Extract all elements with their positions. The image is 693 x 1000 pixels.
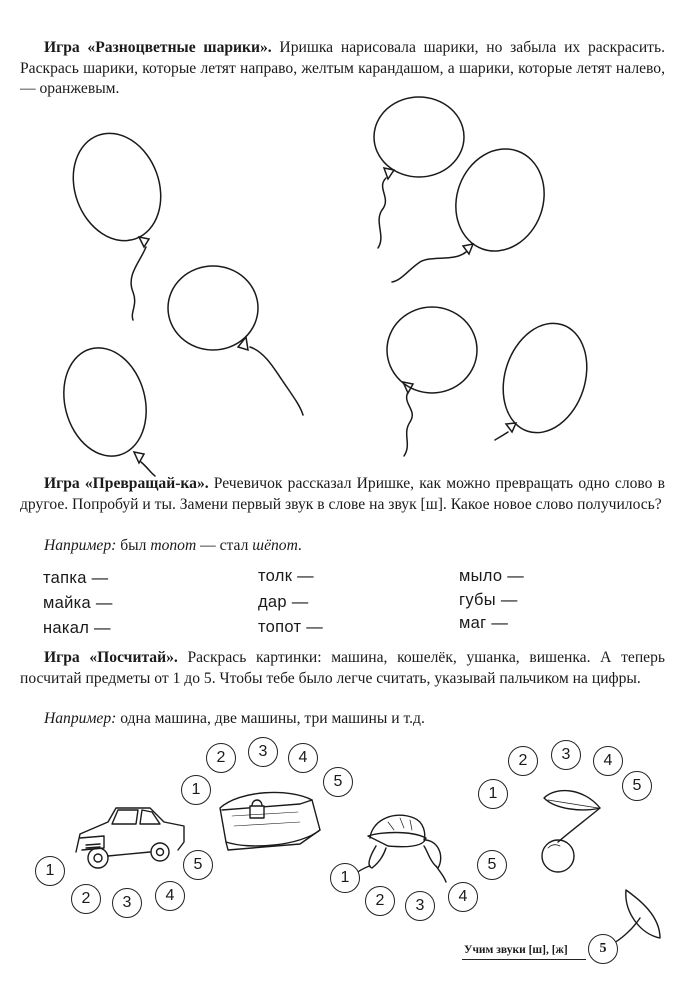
count-title: Игра «Посчитай».: [44, 649, 178, 666]
example-word: топот: [150, 537, 197, 554]
example-text: одна машина, две машины, три машины и т.д.: [116, 710, 425, 727]
number-circle[interactable]: 3: [405, 891, 435, 921]
footer-title: Учим звуки [ш], [ж]: [464, 944, 568, 956]
example-text: — стал: [196, 537, 253, 554]
word-item: дар —: [258, 593, 309, 611]
number-circle[interactable]: 1: [181, 775, 211, 805]
number-circle[interactable]: 5: [477, 850, 507, 880]
number-circle[interactable]: 5: [183, 850, 213, 880]
word-item: губы —: [459, 591, 518, 609]
number-circle[interactable]: 1: [478, 779, 508, 809]
example-label: Например:: [44, 537, 117, 554]
word-item: майка —: [43, 594, 113, 612]
number-circle[interactable]: 4: [155, 881, 185, 911]
example-word: шёпот: [252, 537, 298, 554]
cherry-decoration-icon: [612, 890, 660, 944]
number-circle[interactable]: 3: [112, 888, 142, 918]
car-icon[interactable]: [76, 808, 184, 868]
number-circle[interactable]: 4: [448, 882, 478, 912]
number-circle[interactable]: 2: [206, 743, 236, 773]
ushanka-icon[interactable]: [350, 815, 446, 882]
number-circle[interactable]: 2: [365, 886, 395, 916]
purse-icon[interactable]: [220, 792, 320, 850]
cherry-icon[interactable]: [542, 791, 600, 872]
number-circle[interactable]: 3: [248, 737, 278, 767]
word-item: топот —: [258, 618, 324, 636]
number-circle[interactable]: 5: [323, 767, 353, 797]
balloons-text: Иришка нарисовала шарики, но забыла их раскрасить. Раскрась шарики, которые летят направо, желтым карандашом, а шарики, которые летят налево, — оранжевым.: [20, 39, 665, 97]
number-circle[interactable]: 5: [622, 771, 652, 801]
transform-title: Игра «Превращай-ка».: [44, 475, 209, 492]
word-item: маг —: [459, 614, 509, 632]
number-circle[interactable]: 1: [330, 863, 360, 893]
number-circle[interactable]: 2: [71, 884, 101, 914]
word-item: толк —: [258, 567, 314, 585]
example-text: был: [116, 537, 151, 554]
number-circle[interactable]: 4: [593, 746, 623, 776]
number-circle[interactable]: 4: [288, 743, 318, 773]
number-circle[interactable]: 1: [35, 856, 65, 886]
word-item: накал —: [43, 619, 111, 637]
footer-divider: [462, 959, 586, 960]
number-circle[interactable]: 3: [551, 740, 581, 770]
balloons-title: Игра «Разноцветные шарики».: [44, 39, 272, 56]
count-text: Раскрась картинки: машина, кошелёк, ушанка, вишенка. А теперь посчитай предметы от 1 до 5. Чтобы тебе было легче считать, указывай пальчиком на цифры.: [20, 649, 665, 687]
word-item: мыло —: [459, 567, 525, 585]
example-label: Например:: [44, 710, 117, 727]
word-item: тапка —: [43, 569, 109, 587]
number-circle[interactable]: 2: [508, 746, 538, 776]
example-text: .: [297, 537, 302, 554]
transform-text: Речевичок рассказал Иришке, как можно превращать одно слово в другое. Попробуй и ты. Замени первый звук в слове на звук [ш]. Какое новое слово получилось?: [20, 475, 665, 513]
page-number: 5: [588, 934, 618, 964]
